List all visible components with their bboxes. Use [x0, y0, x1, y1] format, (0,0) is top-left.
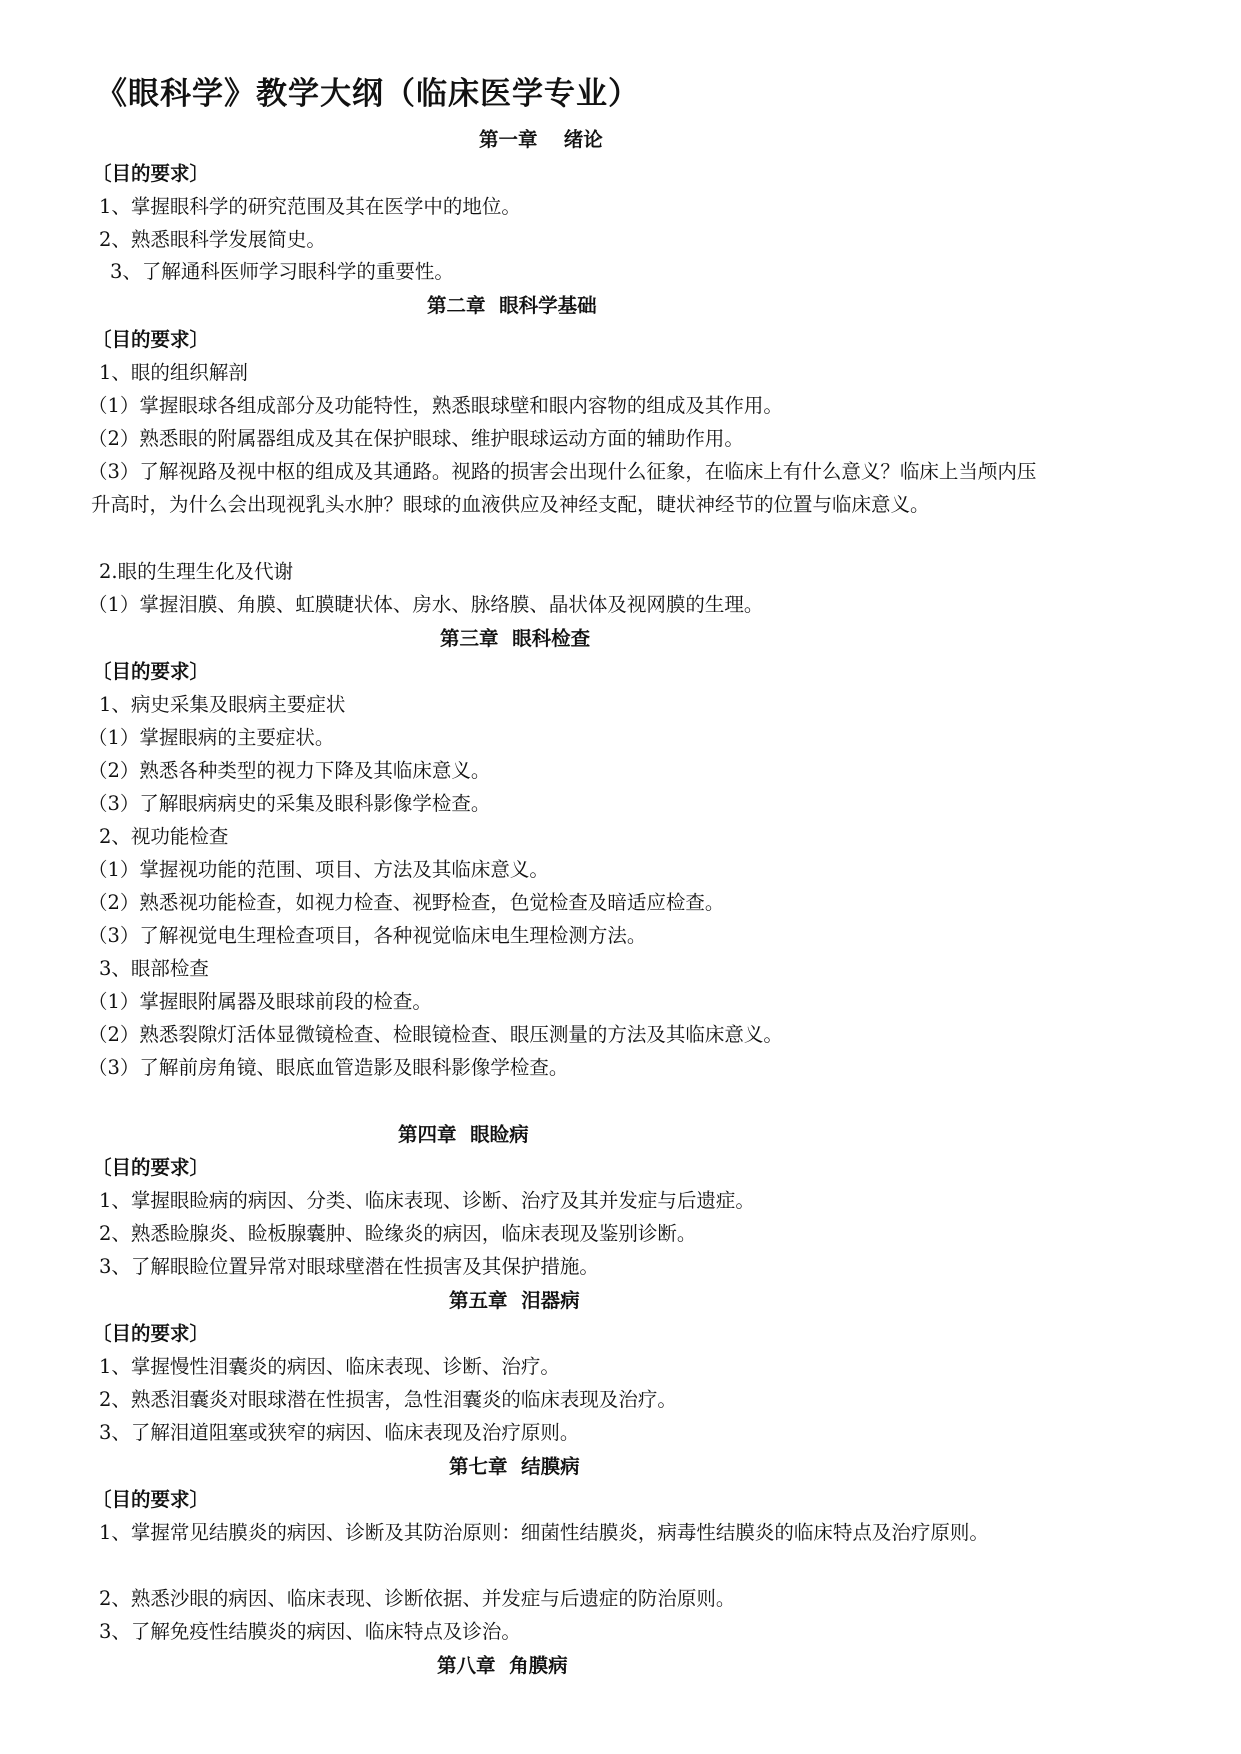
list-item: 1、眼的组织解剖 [99, 361, 248, 384]
objectives-label: 〔目的要求〕 [92, 1322, 210, 1345]
list-item: 1、掌握眼科学的研究范围及其在医学中的地位。 [99, 195, 521, 218]
list-item: 1、掌握慢性泪囊炎的病因、临床表现、诊断、治疗。 [99, 1355, 560, 1378]
objectives-label: 〔目的要求〕 [92, 660, 210, 683]
list-item: （1）掌握泪膜、角膜、虹膜睫状体、房水、脉络膜、晶状体及视网膜的生理。 [88, 593, 764, 616]
document-title: 《眼科学》教学大纲（临床医学专业） [96, 76, 640, 112]
list-item: 3、了解免疫性结膜炎的病因、临床特点及诊治。 [99, 1620, 521, 1643]
objectives-label: 〔目的要求〕 [92, 328, 210, 351]
list-item: （2）熟悉裂隙灯活体显微镜检查、检眼镜检查、眼压测量的方法及其临床意义。 [88, 1023, 783, 1046]
chapter-heading-2: 第二章 眼科学基础 [427, 294, 597, 317]
list-item: （2）熟悉眼的附属器组成及其在保护眼球、维护眼球运动方面的辅助作用。 [88, 427, 744, 450]
chapter-heading-8: 第八章 角膜病 [437, 1654, 568, 1677]
list-item: 3、了解通科医师学习眼科学的重要性。 [110, 260, 454, 283]
list-item: 2.眼的生理生化及代谢 [99, 560, 294, 583]
chapter-heading-3: 第三章 眼科检查 [440, 627, 591, 650]
list-item: （2）熟悉视功能检查，如视力检查、视野检查，色觉检查及暗适应检查。 [88, 891, 725, 914]
list-item: 2、熟悉泪囊炎对眼球潜在性损害，急性泪囊炎的临床表现及治疗。 [99, 1388, 677, 1411]
list-item: （3）了解前房角镜、眼底血管造影及眼科影像学检查。 [88, 1056, 569, 1079]
list-item: 3、了解眼睑位置异常对眼球壁潜在性损害及其保护措施。 [99, 1255, 599, 1278]
objectives-label: 〔目的要求〕 [92, 1488, 210, 1511]
list-item: 3、眼部检查 [99, 957, 209, 980]
list-item: （2）熟悉各种类型的视力下降及其临床意义。 [88, 759, 491, 782]
list-item: 1、掌握常见结膜炎的病因、诊断及其防治原则：细菌性结膜炎，病毒性结膜炎的临床特点及治疗原则。 [99, 1521, 989, 1544]
list-item: （1）掌握眼球各组成部分及功能特性，熟悉眼球壁和眼内容物的组成及其作用。 [88, 394, 783, 417]
list-item: （3）了解视路及视中枢的组成及其通路。视路的损害会出现什么征象，在临床上有什么意义？临床上当颅内压 [88, 460, 1037, 483]
list-item: （1）掌握视功能的范围、项目、方法及其临床意义。 [88, 858, 549, 881]
list-item: 2、熟悉睑腺炎、睑板腺囊肿、睑缘炎的病因，临床表现及鉴别诊断。 [99, 1222, 697, 1245]
list-item: （3）了解眼病病史的采集及眼科影像学检查。 [88, 792, 491, 815]
chapter-heading-5: 第五章 泪器病 [449, 1289, 580, 1312]
list-item: 1、病史采集及眼病主要症状 [99, 693, 346, 716]
list-item: 3、了解泪道阻塞或狭窄的病因、临床表现及治疗原则。 [99, 1421, 580, 1444]
list-item: 2、视功能检查 [99, 825, 229, 848]
chapter-heading-7: 第七章 结膜病 [449, 1455, 580, 1478]
list-item: （1）掌握眼病的主要症状。 [88, 726, 335, 749]
chapter-heading-4: 第四章 眼睑病 [398, 1123, 529, 1146]
objectives-label: 〔目的要求〕 [92, 1156, 210, 1179]
list-item: 2、熟悉沙眼的病因、临床表现、诊断依据、并发症与后遗症的防治原则。 [99, 1587, 736, 1610]
list-item: （1）掌握眼附属器及眼球前段的检查。 [88, 990, 432, 1013]
list-item: （3）了解视觉电生理检查项目，各种视觉临床电生理检测方法。 [88, 924, 647, 947]
list-item: 1、掌握眼睑病的病因、分类、临床表现、诊断、治疗及其并发症与后遗症。 [99, 1189, 755, 1212]
list-item-continuation: 升高时，为什么会出现视乳头水肿？眼球的血液供应及神经支配，睫状神经节的位置与临床意义。 [91, 493, 930, 516]
chapter-heading-1: 第一章 绪论 [479, 128, 603, 151]
objectives-label: 〔目的要求〕 [92, 162, 210, 185]
list-item: 2、熟悉眼科学发展简史。 [99, 228, 326, 251]
